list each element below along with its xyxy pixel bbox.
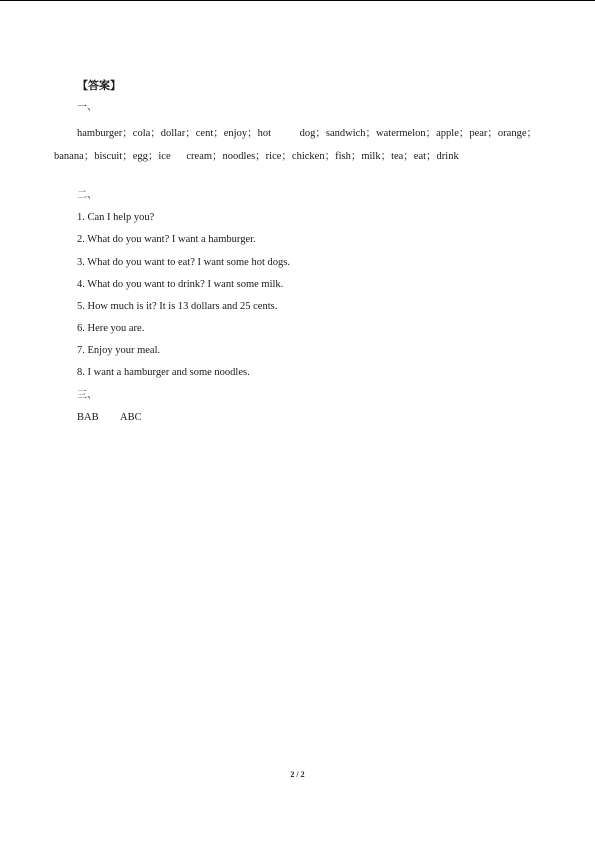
sentence-7: 7. Enjoy your meal.	[77, 345, 161, 356]
page-number: 2 / 2	[290, 770, 305, 779]
section-2-label: 二、	[77, 190, 97, 201]
sentence-3: 3. What do you want to eat? I want some hot dogs.	[77, 257, 290, 268]
sentence-5: 5. How much is it? It is 13 dollars and 25 cents.	[77, 301, 278, 312]
sentence-4: 4. What do you want to drink? I want some milk.	[77, 279, 284, 290]
sentence-2: 2. What do you want? I want a hamburger.	[77, 234, 256, 245]
section-1-vocabulary: hamburger；cola；dollar；cent；enjoy；hot dog；sandwich；watermelon；apple；pear；orange；banana；biscuit；egg；ice cream；noodles；rice；chicken；fish；milk；tea；eat；drink	[54, 128, 537, 162]
answer-heading: 【答案】	[77, 79, 121, 92]
sentence-1: 1. Can I help you?	[77, 212, 155, 223]
answer-group-1: BAB	[77, 412, 99, 423]
section-1-label: 一、	[77, 102, 97, 113]
section-3-answers	[77, 411, 142, 425]
header-rule	[0, 0, 595, 1]
sentence-6: 6. Here you are.	[77, 323, 145, 334]
sentence-8: 8. I want a hamburger and some noodles.	[77, 367, 250, 378]
section-3-label: 三、	[77, 390, 97, 401]
answer-group-2: ABC	[120, 412, 142, 423]
